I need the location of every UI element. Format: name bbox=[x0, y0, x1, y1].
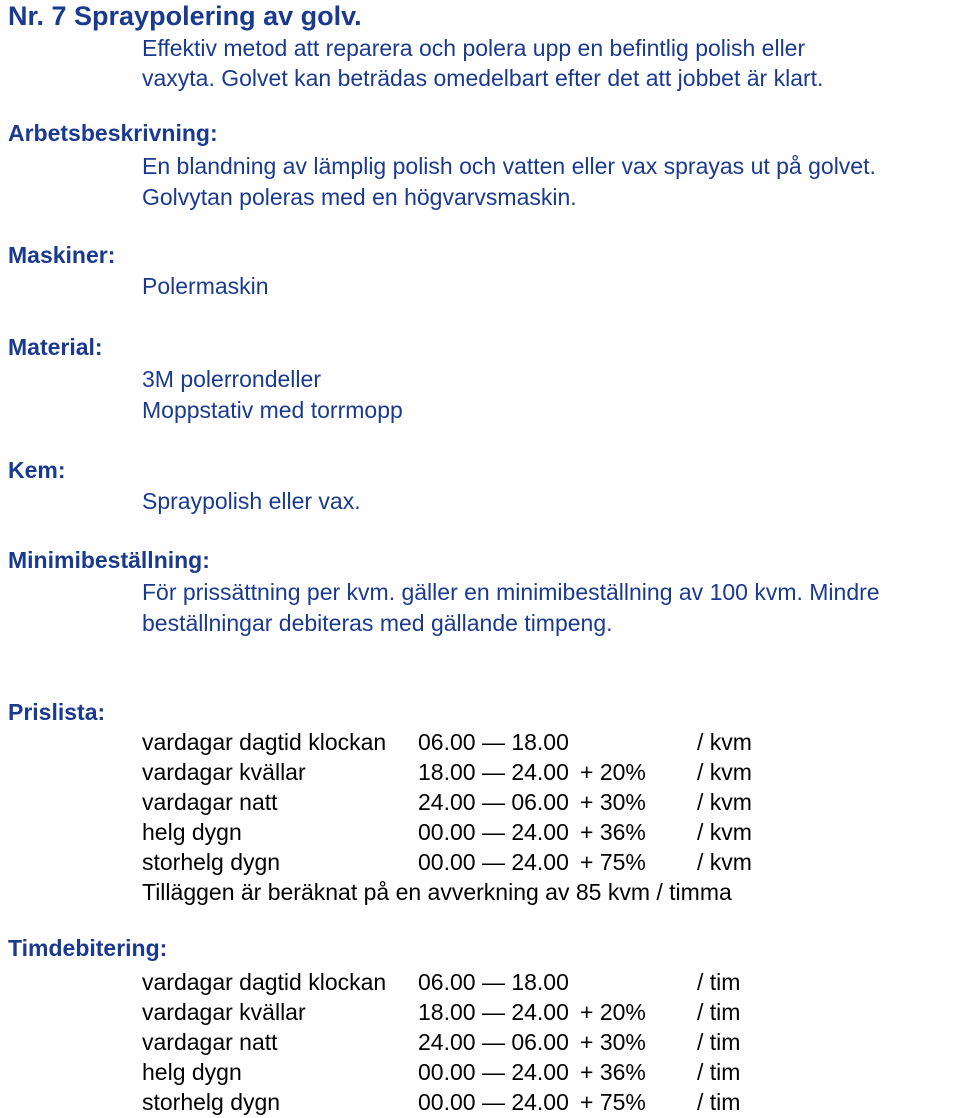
material-item-2: Moppstativ med torrmopp bbox=[142, 397, 403, 423]
timdebitering-row-unit: / tim bbox=[697, 1059, 741, 1085]
prislista-row-surcharge: + 36% bbox=[580, 819, 646, 845]
timdebitering-row-unit: / tim bbox=[697, 969, 741, 995]
timdebitering-row-surcharge: + 36% bbox=[580, 1059, 646, 1085]
arbetsbeskrivning-heading: Arbetsbeskrivning: bbox=[8, 120, 218, 146]
prislista-row-time: 24.00 — 06.00 bbox=[418, 789, 569, 815]
timdebitering-row-time: 00.00 — 24.00 bbox=[418, 1059, 569, 1085]
prislista-note: Tilläggen är beräknat på en avverkning av 85 kvm / timma bbox=[142, 879, 732, 905]
minimibestallning-heading: Minimibeställning: bbox=[8, 547, 210, 573]
prislista-row-unit: / kvm bbox=[697, 789, 752, 815]
maskiner-heading: Maskiner: bbox=[8, 242, 116, 268]
timdebitering-row-label: vardagar dagtid klockan bbox=[142, 969, 387, 995]
kem-item: Spraypolish eller vax. bbox=[142, 488, 361, 514]
timdebitering-row-label: helg dygn bbox=[142, 1059, 242, 1085]
timdebitering-row-time: 18.00 — 24.00 bbox=[418, 999, 569, 1025]
intro-line-2: vaxyta. Golvet kan beträdas omedelbart efter det att jobbet är klart. bbox=[142, 65, 824, 91]
prislista-row-label: vardagar dagtid klockan bbox=[142, 729, 387, 755]
timdebitering-row-time: 00.00 — 24.00 bbox=[418, 1089, 569, 1115]
prislista-row-unit: / kvm bbox=[697, 759, 752, 785]
prislista-row-time: 00.00 — 24.00 bbox=[418, 849, 569, 875]
prislista-heading: Prislista: bbox=[8, 699, 106, 725]
prislista-row-time: 18.00 — 24.00 bbox=[418, 759, 569, 785]
prislista-row-label: vardagar natt bbox=[142, 789, 278, 815]
prislista-row-time: 00.00 — 24.00 bbox=[418, 819, 569, 845]
timdebitering-row-label: storhelg dygn bbox=[142, 1089, 281, 1115]
prislista-row-label: vardagar kvällar bbox=[142, 759, 306, 785]
prislista-row-time: 06.00 — 18.00 bbox=[418, 729, 569, 755]
prislista-row-unit: / kvm bbox=[697, 849, 752, 875]
timdebitering-row-surcharge: + 75% bbox=[580, 1089, 646, 1115]
prislista-row-surcharge: + 20% bbox=[580, 759, 646, 785]
prislista-row-label: storhelg dygn bbox=[142, 849, 281, 875]
arbetsbeskrivning-line-1: En blandning av lämplig polish och vatten eller vax sprayas ut på golvet. bbox=[142, 153, 876, 179]
prislista-row-label: helg dygn bbox=[142, 819, 242, 845]
timdebitering-row-time: 24.00 — 06.00 bbox=[418, 1029, 569, 1055]
intro-line-1: Effektiv metod att reparera och polera upp en befintlig polish eller bbox=[142, 35, 806, 61]
timdebitering-row-unit: / tim bbox=[697, 999, 741, 1025]
kem-heading: Kem: bbox=[8, 457, 66, 483]
prislista-row-surcharge: + 30% bbox=[580, 789, 646, 815]
timdebitering-row-unit: / tim bbox=[697, 1089, 741, 1115]
minimibestallning-line-2: beställningar debiteras med gällande timpeng. bbox=[142, 610, 613, 636]
material-heading: Material: bbox=[8, 334, 103, 360]
timdebitering-heading: Timdebitering: bbox=[8, 935, 168, 961]
prislista-row-surcharge: + 75% bbox=[580, 849, 646, 875]
timdebitering-row-label: vardagar natt bbox=[142, 1029, 278, 1055]
timdebitering-row-unit: / tim bbox=[697, 1029, 741, 1055]
timdebitering-row-time: 06.00 — 18.00 bbox=[418, 969, 569, 995]
maskiner-item: Polermaskin bbox=[142, 273, 269, 299]
prislista-row-unit: / kvm bbox=[697, 819, 752, 845]
prislista-row-unit: / kvm bbox=[697, 729, 752, 755]
material-item-1: 3M polerrondeller bbox=[142, 366, 321, 392]
timdebitering-row-surcharge: + 20% bbox=[580, 999, 646, 1025]
arbetsbeskrivning-line-2: Golvytan poleras med en högvarvsmaskin. bbox=[142, 184, 577, 210]
page-title: Nr. 7 Spraypolering av golv. bbox=[8, 1, 362, 31]
minimibestallning-line-1: För prissättning per kvm. gäller en minimibeställning av 100 kvm. Mindre bbox=[142, 579, 880, 605]
timdebitering-row-surcharge: + 30% bbox=[580, 1029, 646, 1055]
timdebitering-row-label: vardagar kvällar bbox=[142, 999, 306, 1025]
